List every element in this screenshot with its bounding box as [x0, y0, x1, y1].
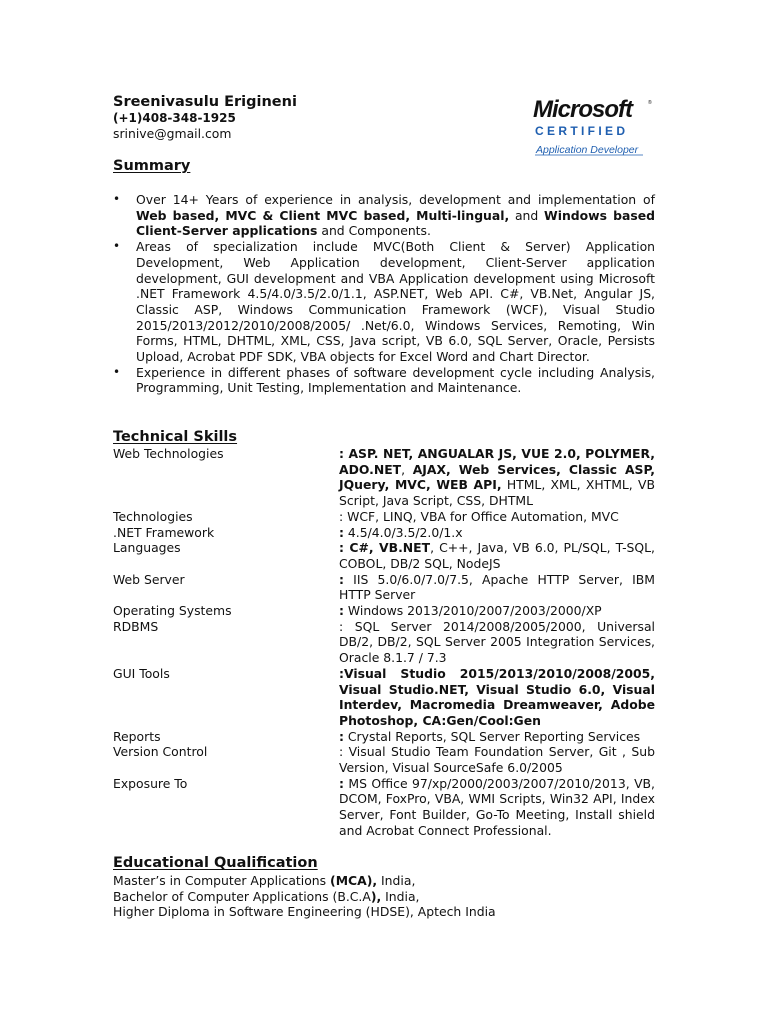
skill-row-reports: [113, 729, 655, 745]
skill-value: : Crystal Reports, SQL Server Reporting Services: [339, 728, 641, 744]
education-item: Higher Diploma in Software Engineering (HDSE), Aptech India: [113, 904, 496, 920]
candidate-name: Sreenivasulu Erigineni: [113, 94, 297, 110]
skill-row-gui-tools: [113, 666, 655, 729]
skill-label: .NET Framework: [113, 524, 215, 540]
skill-label: Exposure To: [113, 775, 188, 791]
summary-item: • Areas of specialization include MVC(Both Client & Server) Application Development, Web Application development, Client-Server application development, GUI development and VBA Application development using Microsoft .NET Framework 4.5/4.0/3.5/2.0/1.1, ASP.NET, Web API. C#, VB.Net, Angular JS, Classic ASP, Windows Communication Framework (WCF), Visual Studio 2015/2013/2012/2010/2008/2005/ .Net/6.0, Windows Services, Remoting, Win Forms, HTML, DHTML, XML, CSS, Java script, VB 6.0, SQL Server, Oracle, Persists Upload, Acrobat PDF SDK, VBA objects for Excel Word and Chart Director.: [113, 239, 655, 365]
skill-value: : Visual Studio Team Foundation Server, Git , Sub Version, Visual SourceSafe 6.0/2005: [339, 744, 655, 776]
skill-label: Web Server: [113, 571, 185, 587]
skill-row-exposure-to: [113, 776, 655, 839]
registered-mark-icon: ®: [648, 100, 652, 106]
skill-value: : WCF, LINQ, VBA for Office Automation, MVC: [339, 508, 619, 524]
skill-value: : SQL Server 2014/2008/2005/2000, Universal DB/2, DB/2, SQL Server 2005 Integration Services, Oracle 8.1.7 / 7.3: [339, 618, 655, 666]
skill-label: Languages: [113, 540, 181, 556]
logo-certified-text: C E R T I F I E D: [535, 124, 626, 138]
logo-role-text: Application Developer: [536, 144, 639, 156]
skill-value: : MS Office 97/xp/2000/2003/2007/2010/2013, VB, DCOM, FoxPro, VBA, WMI Scripts, Win32 API, Index Server, Font Builder, Go-To Meeting, Install shield and Acrobat Connect Professional.: [339, 775, 655, 838]
technical-skills-table: [113, 446, 655, 839]
skill-label: Web Technologies: [113, 446, 224, 461]
education-heading: Educational Qualification: [113, 855, 318, 871]
skill-row-rdbms: [113, 619, 655, 666]
skill-row-languages: [113, 540, 655, 571]
skill-label: GUI Tools: [113, 665, 170, 681]
summary-item: • Experience in different phases of software development cycle including Analysis, Programming, Unit Testing, Implementation and Maintenance.: [113, 365, 655, 396]
email-address: srinive@gmail.com: [113, 126, 232, 141]
skill-row-version-control: [113, 744, 655, 775]
skill-value: : ASP. NET, ANGUALAR JS, VUE 2.0, POLYMER, ADO.NET, AJAX, Web Services, Classic ASP, JQuery, MVC, WEB API, HTML, XML, XHTML, VB Script, Java Script, CSS, DHTML: [339, 446, 656, 509]
education-list: [113, 873, 496, 920]
skill-row-net-framework: [113, 525, 655, 541]
technical-skills-heading: Technical Skills: [113, 429, 238, 445]
microsoft-certified-logo: [532, 95, 654, 157]
skill-label: RDBMS: [113, 618, 159, 634]
skill-row-web-technologies: [113, 446, 655, 509]
logo-brand-text: Microsoft: [533, 96, 632, 123]
skill-label: Operating Systems: [113, 603, 232, 619]
skill-row-web-server: [113, 572, 655, 603]
skill-label: Reports: [113, 728, 161, 744]
summary-heading: Summary: [113, 158, 191, 174]
summary-list: [113, 192, 655, 396]
summary-item: • Over 14+ Years of experience in analysis, development and implementation of Web based, MVC & Client MVC based, Multi-lingual, and Windows based Client-Server applications and Components.: [113, 192, 655, 239]
skill-value: : 4.5/4.0/3.5/2.0/1.x: [339, 524, 463, 540]
skill-value: : C#, VB.NET, C++, Java, VB 6.0, PL/SQL, T-SQL, COBOL, DB/2 SQL, NodeJS: [339, 540, 655, 571]
skill-row-operating-systems: [113, 603, 655, 619]
phone-number: (+1)408-348-1925: [113, 111, 236, 125]
education-item: Master’s in Computer Applications (MCA), India,: [113, 873, 416, 888]
skill-value: : Windows 2013/2010/2007/2003/2000/XP: [339, 603, 602, 619]
skill-row-technologies: [113, 509, 655, 525]
skill-value: :Visual Studio 2015/2013/2010/2008/2005, Visual Studio.NET, Visual Studio 6.0, Visual Interdev, Macromedia Dreamweaver, Adobe Photoshop, CA:Gen/Cool:Gen: [339, 665, 655, 728]
skill-label: Technologies: [113, 508, 193, 524]
education-item: Bachelor of Computer Applications (B.C.A), India,: [113, 888, 420, 904]
skill-label: Version Control: [113, 744, 208, 760]
skill-value: : IIS 5.0/6.0/7.0/7.5, Apache HTTP Server, IBM HTTP Server: [339, 571, 655, 603]
